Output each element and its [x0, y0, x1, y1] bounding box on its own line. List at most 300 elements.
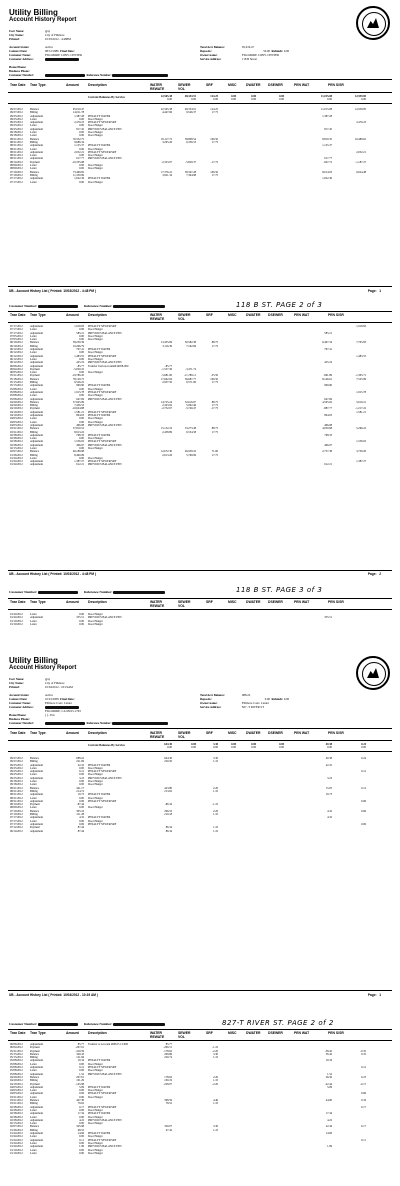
- water-rewate-cell: -228.07: [163, 1082, 172, 1086]
- tran-date-cell: 01/24/2012: [10, 460, 23, 464]
- amount-cell: 73,469.82: [72, 170, 84, 174]
- pen-ssr-cell: 0.06: [361, 809, 366, 813]
- amount-cell: 95,019.47: [72, 108, 84, 111]
- tran-date-cell: 04/03/2012: [10, 420, 23, 424]
- pen-ssr-cell: 5,266.22: [356, 427, 366, 431]
- description-cell: Door Hanger: [88, 1115, 103, 1119]
- sewer-vol-cell: -5,749.47: [185, 407, 196, 411]
- tran-type-cell: Billing: [30, 430, 38, 434]
- description-cell: Door Hanger: [88, 1148, 103, 1152]
- tran-date-cell: 07/17/2012: [10, 328, 23, 332]
- tran-date-cell: 08/21/2012: [10, 150, 23, 154]
- tran-date-cell: 01/24/2012: [10, 1138, 23, 1142]
- sewer-vol-cell: -11,786.11: [184, 374, 196, 378]
- srf-cell: 1.10: [213, 1056, 218, 1060]
- tran-date-cell: 09/18/2012: [10, 134, 23, 138]
- tran-type-cell: Adjustment: [30, 410, 44, 414]
- pen-ssr-cell: 0.34: [361, 1099, 366, 1103]
- amount-cell: 79.62: [77, 1102, 84, 1106]
- pen-ssr-cell: 0.06: [361, 799, 366, 803]
- tran-type-cell: Letter: [30, 334, 37, 338]
- tran-date-cell: 07/17/2012: [10, 822, 23, 826]
- description-cell: Door Hanger: [88, 134, 103, 138]
- tran-date-cell: 09/25/2012: [10, 776, 23, 780]
- tran-date-cell: 09/18/2012: [10, 131, 23, 135]
- pen-wat-cell: 798.33: [324, 433, 332, 437]
- tran-type-cell: Letter: [30, 819, 37, 823]
- report-footer: UB - Account History List ( Printed: 10/03/2012 - 4:48 PM ) Page: 2: [9, 572, 381, 576]
- divider: [8, 598, 392, 599]
- report-subtitle: Account History Report: [9, 17, 77, 23]
- water-rewate-cell: 220.50: [164, 760, 172, 764]
- tran-type-cell: Letter: [30, 131, 37, 135]
- tran-date-cell: 06/12/2012: [10, 354, 23, 358]
- water-rewate-cell: -206.51: [163, 1046, 172, 1050]
- divider: [8, 609, 392, 610]
- water-rewate-cell: 14,725.24: [160, 400, 172, 404]
- tran-date-cell: 08/09/2012: [10, 164, 23, 168]
- tran-date-cell: 08/21/2012: [10, 140, 23, 144]
- tran-date-cell: 06/05/2012: [10, 371, 23, 375]
- tran-type-cell: Balance: [30, 1099, 40, 1103]
- description-cell: Door Hanger: [88, 117, 103, 121]
- tran-type-cell: Letter: [30, 134, 37, 138]
- description-cell: PREVIOUS BALANCE PEN: [88, 361, 122, 365]
- amount-cell: 0.00: [79, 437, 84, 441]
- report-title: Utility Billing: [9, 8, 58, 17]
- pen-wat-cell: 4,505.02: [322, 400, 332, 404]
- pen-ssr-cell: 12,959.85: [354, 108, 366, 111]
- tran-date-cell: 04/03/2012: [10, 1092, 23, 1096]
- tran-date-cell: 09/25/2012: [10, 770, 23, 774]
- pen-wat-cell: -22.44: [324, 1082, 332, 1086]
- tran-date-cell: 05/08/2012: [10, 1059, 23, 1063]
- tran-date-cell: 08/21/2012: [10, 793, 23, 797]
- tran-date-cell: 05/08/2012: [10, 1072, 23, 1076]
- amount-cell: 1,918.83: [74, 325, 84, 328]
- amount-cell: 0.17: [79, 1105, 84, 1109]
- redaction-bar: [113, 591, 165, 594]
- water-rewate-cell: 2,343.92: [162, 404, 172, 408]
- amount-cell: 0.00: [79, 780, 84, 784]
- description-cell: Door Hanger: [88, 371, 103, 375]
- pen-wat-cell: 26.56: [325, 1075, 332, 1079]
- amount-cell: -419.59: [75, 1049, 84, 1053]
- tran-date-cell: 04/20/2012: [10, 404, 23, 408]
- amount-cell: 46,189.98: [72, 450, 84, 454]
- pen-wat-cell: 335.51: [324, 616, 332, 620]
- amount-cell: 496.08: [76, 423, 84, 427]
- tran-type-cell: Letter: [30, 357, 37, 361]
- account-left-block: Account Status: Active Connect Date: 10/01/2008 Final Date: Customer Name: Fillmore Conv. Center Customer Address: FILLMORE, CA 93015-1763 Home Phone: ( ) - Ext. Business Phone: Customer Number: Reference Number:: [9, 693, 168, 725]
- transaction-row: [10, 1152, 390, 1155]
- water-rewate-cell: 13,455.09: [160, 341, 172, 345]
- description-cell: PENALTY WATER: [88, 793, 111, 797]
- tran-date-cell: 05/08/2012: [10, 390, 23, 394]
- tran-type-cell: Payment: [30, 407, 40, 411]
- tran-date-cell: 01/26/2012: [10, 453, 23, 457]
- tran-date-cell: 09/25/2012: [10, 127, 23, 131]
- srf-cell: 17.75: [211, 430, 218, 434]
- city-seal-icon: [356, 656, 390, 690]
- tran-date-cell: 05/08/2012: [10, 397, 23, 401]
- tran-date-cell: 08/21/2012: [10, 157, 23, 161]
- tran-date-cell: 02/28/2012: [10, 1112, 23, 1116]
- tran-date-cell: 05/15/2012: [10, 384, 23, 388]
- tran-date-cell: 02/15/2012: [10, 446, 23, 450]
- tran-type-cell: Balance: [30, 757, 40, 760]
- transaction-list: [10, 613, 390, 626]
- pen-ssr-cell: -0.17: [360, 1082, 366, 1086]
- amount-cell: 2,470.23: [74, 121, 84, 125]
- sewer-vol-cell: 5,769.99: [186, 453, 196, 457]
- tran-date-cell: 05/08/2012: [10, 387, 23, 391]
- amount-cell: 11,350.99: [72, 173, 84, 177]
- srf-cell: 1.10: [213, 1102, 218, 1106]
- description-cell: PREVIOUS BALANCE PEN: [88, 1145, 122, 1149]
- tran-date-cell: 01/10/2012: [10, 1148, 23, 1152]
- tran-type-cell: Billing: [30, 404, 38, 408]
- tran-date-cell: 05/21/2012: [10, 374, 23, 378]
- description-cell: PENALTY SEWER/SRF: [88, 390, 117, 394]
- amount-cell: 496.97: [76, 443, 84, 447]
- divider: [8, 990, 392, 991]
- srf-cell: -17.75: [210, 160, 218, 164]
- tran-date-cell: 05/15/2012: [10, 1052, 23, 1056]
- water-rewate-cell: 22,565.38: [160, 108, 172, 111]
- tran-type-cell: Letter: [30, 351, 37, 355]
- description-cell: Door Hanger: [88, 773, 103, 777]
- tran-date-cell: 07/17/2012: [10, 177, 23, 181]
- tran-date-cell: 06/19/2012: [10, 344, 23, 348]
- tran-type-cell: Adjustment: [30, 1112, 44, 1116]
- tran-type-cell: Billing: [30, 344, 38, 348]
- srf-cell: 1.10: [213, 1079, 218, 1083]
- report-page-1: Utility Billing Account History Report User Name: gjay City Name: City of Fillmore Printed: 10/03/2012 - 4:48PM Account Status: Active Connect Date: 08/31/1986 Final Date: Customer Name: FILLMORE CONV. CENTER Customer Address: Home Phone: Business Phone: Customer Number: Reference Number: Total Acct Balance: 95,019.47 Deposits: 50.00 Refunds: 0.00 Owner name: FILLMORE CONV. CENTER Service Address: 118 B Street Tran Date Tran Type Amount Description WATER SEWER SRF MISC DWATER DSEWER PEN WAT PEN S/SR REWATE VOL Current Balances By Service 22,565.38 48,354.91 124.25 0.00 0.00 0.00 11,015.08 12,959.85 0.00 0.00 0.00 0.00 0.00 0.00 0.00 0.00 09/27/2012 Balance 95,019.47 22,565.38 48,354.91 124.25 11,015.08 12,959.85 09/27/2012 Billing 14,011.78 4,447.66 9,546.37 17.75 09/25/2012 Adjustment 1,387.28 PENALTY WATER 1,387.28 09/25/2012 Letter 0.00 Door Hanger 09/25/2012 Adjustment 2,470.23 PENALTY SEWER/SRF 2,470.23 09/25/2012 Letter 0.00 Door Hanger 09/25/2012 Adjustment 817.45 PREVIOUS BALANCE PEN 817.45 09/18/2012 Letter 0.00 Door Hanger 09/18/2012 Letter 0.00 Door Hanger 08/21/2012 Balance 76,332.75 18,117.72 38,808.54 106.50 8,810.35 10,489.62 08/21/2012 Billing 9,686.34 3,295.26 6,356.53 17.75 08/21/2012 Adjustment 1,125.37 PENALTY WATER 1,125.37 08/21/2012 Letter 0.00 Door Hanger 08/21/2012 Adjustment 2,052.21 PENALTY SEWER/SRF 2,052.21 08/21/2012 Letter 0.00 Door Hanger 08/21/2012 Adjustment 617.77 PREVIOUS BALANCE PEN 617.77 08/14/2012 Payment -10,335.98 -2,333.97 -5,829.37 -17.75 -947.72 -1,187.27 08/09/2012 Letter 0.00 Door Hanger 08/09/2012 Letter 0.00 Door Hanger 07/19/2012 Balance 73,469.82 17,376.41 38,347.28 106.50 8,014.93 9,624.48 07/19/2012 Billing 11,350.99 3,921.34 7,394.98 17.75 07/17/2012 Adjustment 1,022.36 PENALTY WATER 1,022.36 07/17/2012 Letter 0.00 Door Hanger UB - Account History List ( Printed: 10/03/2012 - 4:48 PM ) Page: 1: [0, 0, 400, 298]
- tran-date-cell: 09/25/2012: [10, 766, 23, 770]
- redaction-bar: [45, 58, 79, 61]
- amount-cell: 87.44: [77, 826, 84, 830]
- description-cell: Door Hanger: [88, 124, 103, 128]
- pen-wat-cell: 40.38: [325, 757, 332, 760]
- description-cell: Door Hanger: [88, 338, 103, 342]
- description-cell: PREVIOUS BALANCE PEN: [88, 1072, 122, 1076]
- water-rewate-cell: 4,447.66: [162, 111, 172, 115]
- description-cell: Door Hanger: [88, 357, 103, 361]
- srf-cell: 17.75: [211, 344, 218, 348]
- pen-wat-cell: 1.52: [327, 1072, 332, 1076]
- description-cell: PENALTY SEWER/SRF: [88, 1066, 117, 1070]
- tran-date-cell: 09/25/2012: [10, 117, 23, 121]
- tran-date-cell: 01/24/2012: [10, 463, 23, 467]
- tran-type-cell: Adjustment: [30, 354, 44, 358]
- tran-date-cell: 02/07/2012: [10, 450, 23, 454]
- tran-type-cell: Payment: [30, 1049, 40, 1053]
- tran-type-cell: Adjustment: [30, 397, 44, 401]
- amount-cell: 22.10: [77, 763, 84, 767]
- amount-cell: 1.99: [79, 1145, 84, 1149]
- description-cell: PREVIOUS BALANCE PEN: [88, 397, 122, 401]
- water-rewate-cell: -86.34: [164, 803, 172, 807]
- amount-cell: 0.00: [79, 1115, 84, 1119]
- pen-wat-cell: 612.21: [324, 463, 332, 467]
- amount-cell: 335.51: [76, 616, 84, 620]
- tran-date-cell: 09/18/2012: [10, 780, 23, 784]
- tran-date-cell: 08/21/2012: [10, 147, 23, 151]
- amount-cell: 0.12: [79, 1066, 84, 1070]
- amount-cell: 5.09: [79, 1085, 84, 1089]
- tran-type-cell: Letter: [30, 622, 37, 626]
- description-cell: PENALTY SEWER/SRF: [88, 1138, 117, 1142]
- pen-wat-cell: -947.72: [323, 160, 332, 164]
- sewer-vol-cell: 9,546.37: [186, 111, 196, 115]
- tran-date-cell: 08/21/2012: [10, 786, 23, 790]
- amount-cell: 0.00: [79, 147, 84, 151]
- amount-cell: 0.12: [79, 770, 84, 774]
- tran-type-cell: Balance: [30, 809, 40, 813]
- sewer-vol-cell: -3,471.74: [185, 367, 196, 371]
- tran-type-cell: Adjustment: [30, 325, 44, 328]
- account-right-block: Total Acct Balance: 95,019.47 Deposits: 50.00 Refunds: 0.00 Owner name: FILLMORE CONV. CENTER Service Address: 118 B Street: [200, 45, 290, 61]
- tran-type-cell: Letter: [30, 1148, 37, 1152]
- redaction-bar: [113, 1023, 165, 1026]
- tran-date-cell: 04/20/2012: [10, 400, 23, 404]
- amount-cell: 48.52: [77, 1128, 84, 1132]
- transaction-row: [10, 181, 390, 184]
- pen-ssr-cell: 1,581.21: [356, 410, 366, 414]
- pen-ssr-cell: -0.35: [360, 1049, 366, 1053]
- description-cell: PENALTY WATER: [88, 1132, 111, 1136]
- amount-cell: 221.69: [76, 760, 84, 764]
- tran-date-cell: 06/12/2012: [10, 351, 23, 355]
- transaction-row: [10, 830, 390, 833]
- current-balances-label: Current Balances By Service: [88, 95, 125, 99]
- description-cell: PENALTY SEWER/SRF: [88, 799, 117, 803]
- water-rewate-cell: 3,295.26: [162, 140, 172, 144]
- tran-date-cell: 02/28/2012: [10, 1115, 23, 1119]
- customer-reference-bar: Customer Number: Reference Number:: [9, 304, 165, 308]
- tran-date-cell: 08/09/2012: [10, 167, 23, 171]
- tran-type-cell: Letter: [30, 796, 37, 800]
- tran-type-cell: Adjustment: [30, 127, 44, 131]
- amount-cell: 1,387.27: [74, 460, 84, 464]
- amount-cell: 207.61: [76, 1075, 84, 1079]
- pen-ssr-cell: 9,624.48: [356, 170, 366, 174]
- description-cell: PENALTY WATER: [88, 1085, 111, 1089]
- tran-date-cell: 07/19/2012: [10, 813, 23, 817]
- amount-cell: 0.00: [79, 1108, 84, 1112]
- amount-cell: 798.33: [76, 433, 84, 437]
- pen-ssr-cell: 2,470.23: [356, 121, 366, 125]
- pen-wat-cell: 617.77: [324, 157, 332, 161]
- pen-wat-cell: 11,015.08: [320, 108, 332, 111]
- amount-cell: 0.00: [79, 1062, 84, 1066]
- pen-ssr-cell: 1,918.83: [356, 325, 366, 328]
- srf-cell: 3.30: [213, 1125, 218, 1129]
- water-rewate-cell: 2,937.50: [162, 381, 172, 385]
- amount-cell: 612.21: [76, 463, 84, 467]
- tran-date-cell: 09/25/2012: [10, 124, 23, 128]
- amount-cell: 214.72: [76, 789, 84, 793]
- tran-date-cell: 09/27/2012: [10, 111, 23, 115]
- tran-date-cell: 09/25/2012: [10, 114, 23, 118]
- tran-type-cell: Letter: [30, 1069, 37, 1073]
- description-cell: Door Hanger: [88, 613, 103, 616]
- description-cell: Door Hanger: [88, 766, 103, 770]
- pen-wat-cell: 10.34: [325, 1059, 332, 1063]
- city-seal-icon: [356, 6, 390, 40]
- amount-cell: 57,810.52: [72, 427, 84, 431]
- pen-wat-cell: 8,014.93: [322, 170, 332, 174]
- amount-cell: 9,526.25: [74, 381, 84, 385]
- pen-wat-cell: 44.00: [325, 1099, 332, 1103]
- report-page-2: Customer Number: Reference Number: 118 B ST. PAGE 2 of 3 Tran Date Tran Type Amount Description WATER SEWER SRF MISC DWATER DSEWER PEN WAT PEN S/SR REWATE VOL 07/17/2012 Adjustment 1,918.83 PENALTY SEWER/SRF 1,918.83 07/17/2012 Letter 0.00 Door Hanger 07/17/2012 Adjustment 585.21 PREVIOUS BALANCE PEN 585.21 07/05/2012 Letter 0.00 Door Hanger 07/05/2012 Letter 0.00 Door Hanger 06/19/2012 Balance 58,239.39 13,455.09 30,582.38 88.75 6,407.34 7,705.83 06/19/2012 Billing 10,296.79 3,116.39 7,162.66 17.75 06/12/2012 Adjustment 797.41 PENALTY WATER 797.41 06/12/2012 Letter 0.00 Door Hanger 06/12/2012 Adjustment 1,483.55 PENALTY SEWER/SRF 1,483.55 06/12/2012 Letter 0.00 Door Hanger 06/12/2012 Adjustment 425.19 PREVIOUS BALANCE PEN 425.19 06/06/2012 Adjustment -85.77 Transfer from Account#01#058-000 -85.77 06/04/2012 Payment -5,029.10 -1,557.36 -3,471.74 06/05/2012 Letter 0.00 Door Hanger 05/21/2012 Payment -19,786.45 -5,681.00 -11,786.11 -35.50 -961.89 -1,305.71 05/18/2012 Balance 78,129.75 17,662.04 36,687.77 106.50 8,146.61 7,525.99 05/15/2012 Billing 9,526.25 2,937.50 6,571.00 17.75 05/15/2012 Adjustment 999.90 PENALTY WATER 999.90 05/08/2012 Letter 0.00 Door Hanger 05/08/2012 Adjustment 1,915.78 PENALTY SEWER/SRF 1,915.78 05/08/2012 Letter 0.00 Door Hanger 05/08/2012 Adjustment 647.69 PREVIOUS BALANCE PEN 647.69 04/20/2012 Balance 57,945.99 14,725.24 32,616.67 88.75 4,505.02 5,619.21 04/20/2012 Billing 7,456.53 2,343.92 5,092.46 17.75 04/10/2012 Payment -10,624.88 -2,732.67 -5,749.47 -17.75 -887.77 -1,217.22 04/10/2012 Adjustment 1,581.21 PENALTY SEWER/SRF 1,581.21 04/10/2012 Adjustment 804.03 PENALTY WATER 804.03 04/03/2012 Letter 0.00 Door Hanger 04/03/2012 Letter 0.00 Door Hanger 04/03/2012 Adjustment 496.08 PREVIOUS BALANCE PEN 496.08 03/21/2012 Balance 57,810.52 15,132.19 33,273.48 88.75 4,050.68 5,266.22 03/21/2012 Billing 8,913.22 2,458.89 6,534.58 17.75 02/28/2012 Adjustment 798.33 PENALTY WATER 798.33 02/28/2012 Letter 0.00 Door Hanger 02/28/2012 Adjustment 1,556.02 PENALTY SEWER/SRF 1,556.02 02/28/2012 Adjustment 496.97 PREVIOUS BALANCE PEN 496.97 02/15/2012 Letter 0.00 Door Hanger 02/07/2012 Balance 46,189.98 12,672.30 26,959.10 71.00 2,757.38 3,730.20 01/26/2012 Billing 8,490.99 2,613.26 5,769.99 17.75 01/24/2012 Letter 0.00 Door Hanger 01/24/2012 Adjustment 1,387.27 PENALTY SEWER/SRF 1,387.27 01/24/2012 Adjustment 612.21 PREVIOUS BALANCE PEN 612.21 UB - Account History List ( Printed: 10/03/2012 - 4:48 PM ) Page: 2: [0, 300, 400, 580]
- tran-date-cell: 05/08/2012: [10, 1062, 23, 1066]
- tran-type-cell: Adjustment: [30, 1085, 44, 1089]
- pen-wat-cell: 3.23: [327, 776, 332, 780]
- description-cell: Door Hanger: [88, 437, 103, 441]
- srf-cell: 17.75: [211, 173, 218, 177]
- pen-wat-cell: 10.73: [325, 793, 332, 797]
- description-cell: Door Hanger: [88, 1069, 103, 1073]
- amount-cell: 3.23: [79, 776, 84, 780]
- transaction-row: [10, 623, 390, 626]
- amount-cell: 0.00: [79, 334, 84, 338]
- srf-cell: 17.75: [211, 111, 218, 115]
- redaction-bar: [112, 74, 168, 77]
- description-cell: PENALTY WATER: [88, 1112, 111, 1116]
- tran-type-cell: Adjustment: [30, 443, 44, 447]
- tran-type-cell: Letter: [30, 766, 37, 770]
- sewer-vol-cell: 7,394.98: [186, 173, 196, 177]
- tran-date-cell: 06/04/2012: [10, 367, 23, 371]
- divider: [8, 286, 392, 287]
- tran-type-cell: Adjustment: [30, 776, 44, 780]
- pen-wat-cell: 647.69: [324, 397, 332, 401]
- tran-type-cell: Adjustment: [30, 1132, 44, 1136]
- amount-cell: 305.16: [76, 809, 84, 813]
- pen-ssr-cell: 5,619.21: [356, 400, 366, 404]
- pen-ssr-cell: 0.12: [361, 1066, 366, 1070]
- tran-type-cell: Adjustment: [30, 1092, 44, 1096]
- current-balances-label: Current Balances By Service: [88, 743, 125, 747]
- water-rewate-cell: 86.34: [165, 829, 172, 833]
- pen-wat-cell: 22.10: [325, 763, 332, 767]
- tran-date-cell: 05/15/2012: [10, 381, 23, 385]
- water-rewate-cell: 78.52: [165, 1102, 172, 1106]
- srf-cell: -2.20: [212, 1082, 218, 1086]
- description-cell: Door Hanger: [88, 1062, 103, 1066]
- tran-type-cell: Billing: [30, 381, 38, 385]
- amount-cell: 4.32: [79, 816, 84, 820]
- water-rewate-cell: 296.52: [164, 809, 172, 813]
- pen-ssr-cell: 0.12: [361, 770, 366, 774]
- report-title: Utility Billing: [9, 656, 58, 665]
- tran-type-cell: Adjustment: [30, 150, 44, 154]
- description-cell: Door Hanger: [88, 387, 103, 391]
- sewer-vol-cell: 38,808.54: [184, 137, 196, 141]
- tran-type-cell: Balance: [30, 450, 40, 454]
- amount-cell: -10,624.88: [71, 407, 84, 411]
- pen-ssr-cell: 0.06: [361, 1092, 366, 1096]
- amount-cell: 0.00: [79, 819, 84, 823]
- tran-type-cell: Adjustment: [30, 460, 44, 464]
- tran-type-cell: Billing: [30, 1128, 38, 1132]
- description-cell: PENALTY WATER: [88, 144, 111, 148]
- tran-date-cell: 06/19/2012: [10, 341, 23, 345]
- description-cell: Door Hanger: [88, 1095, 103, 1099]
- water-rewate-cell: -85.77: [164, 364, 172, 368]
- tran-type-cell: Letter: [30, 1115, 37, 1119]
- tran-date-cell: 08/21/2012: [10, 137, 23, 141]
- amount-cell: -145.98: [75, 1082, 84, 1086]
- water-rewate-cell: 2,613.26: [162, 453, 172, 457]
- srf-cell: 2.20: [213, 809, 218, 813]
- tran-type-cell: Letter: [30, 387, 37, 391]
- amount-cell: 0.00: [79, 1135, 84, 1139]
- tran-date-cell: 04/03/2012: [10, 1089, 23, 1093]
- srf-cell: 17.75: [211, 381, 218, 385]
- tran-date-cell: 05/08/2012: [10, 1066, 23, 1070]
- redaction-bar: [45, 74, 85, 77]
- amount-cell: 817.45: [76, 127, 84, 131]
- description-cell: PENALTY SEWER/SRF: [88, 1092, 117, 1096]
- amount-cell: 9,686.34: [74, 140, 84, 144]
- tran-type-cell: Adjustment: [30, 177, 44, 181]
- amount-cell: 0.00: [79, 806, 84, 810]
- tran-type-cell: Adjustment: [30, 793, 44, 797]
- tran-type-cell: Adjustment: [30, 1066, 44, 1070]
- customer-reference-bar: Customer Number: Reference Number:: [9, 1022, 165, 1026]
- account-right-block: Total Acct Balance: 688.22 Deposits: 0.00 Refunds: 0.00 Owner name: Fillmore Conv. Center Service Address: 827 -T RIVER ST: [200, 693, 290, 709]
- pen-wat-cell: -961.89: [323, 374, 332, 378]
- description-cell: PENALTY SEWER/SRF: [88, 1105, 117, 1109]
- tran-type-cell: Billing: [30, 1079, 38, 1083]
- redaction-bar: [38, 591, 78, 594]
- transaction-list: [10, 757, 390, 833]
- pen-wat-cell: 8,146.61: [322, 377, 332, 381]
- amount-cell: 0.00: [79, 387, 84, 391]
- amount-cell: 345.98: [76, 1125, 84, 1129]
- amount-cell: 14.06: [77, 1132, 84, 1136]
- amount-cell: -19,786.45: [71, 374, 84, 378]
- description-cell: Door Hanger: [88, 334, 103, 338]
- tran-type-cell: Adjustment: [30, 763, 44, 767]
- description-cell: Transfer from Account#01#058-000: [88, 364, 129, 368]
- pen-ssr-cell: 0.12: [361, 786, 366, 790]
- description-cell: Door Hanger: [88, 783, 103, 787]
- tran-date-cell: 03/21/2012: [10, 1102, 23, 1106]
- redaction-bar: [112, 722, 168, 725]
- tran-type-cell: Letter: [30, 417, 37, 421]
- tran-date-cell: 05/21/2012: [10, 1049, 23, 1053]
- water-rewate-cell: 644.30: [164, 757, 172, 760]
- srf-cell: 2.20: [213, 1075, 218, 1079]
- redaction-bar: [45, 722, 85, 725]
- redaction-bar: [113, 305, 165, 308]
- tran-type-cell: Adjustment: [30, 1118, 44, 1122]
- description-cell: PREVIOUS BALANCE PEN: [88, 331, 122, 335]
- description-cell: PENALTY WATER: [88, 433, 111, 437]
- tran-date-cell: 08/09/2012: [10, 806, 23, 810]
- description-cell: PENALTY SEWER/SRF: [88, 410, 117, 414]
- description-cell: Door Hanger: [88, 417, 103, 421]
- tran-type-cell: Adjustment: [30, 799, 44, 803]
- tran-date-cell: 06/14/2012: [10, 829, 23, 833]
- description-cell: PENALTY SEWER/SRF: [88, 354, 117, 358]
- tran-date-cell: 03/21/2012: [10, 427, 23, 431]
- description-cell: Door Hanger: [88, 1151, 103, 1155]
